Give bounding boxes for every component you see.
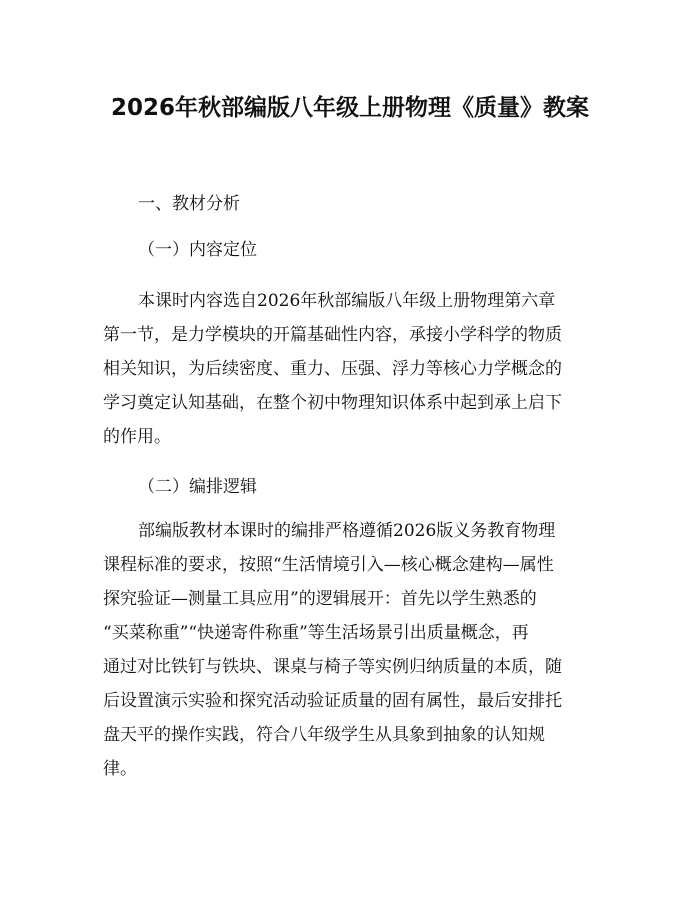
- paragraph-line: 盘天平的操作实践，符合八年级学生从具象到抽象的认知规: [103, 725, 545, 745]
- paragraph-content-positioning: [103, 284, 599, 454]
- subsection-heading-arrangement-logic: （二）编排逻辑: [138, 477, 257, 497]
- paragraph-line: 律。: [103, 759, 137, 779]
- paragraph-line: 探究验证—测量工具应用”的逻辑展开：首先以学生熟悉的: [103, 589, 537, 609]
- paragraph-line: 本课时内容选自2026年秋部编版八年级上册物理第六章: [138, 291, 556, 311]
- subsection-heading-content-positioning: （一）内容定位: [138, 240, 257, 260]
- paragraph-line: 部编版教材本课时的编排严格遵循2026版义务教育物理: [138, 521, 556, 541]
- paragraph-line: 后设置演示实验和探究活动验证质量的固有属性，最后安排托: [103, 691, 562, 711]
- document-title: 2026年秋部编版八年级上册物理《质量》教案: [110, 95, 589, 121]
- paragraph-line: 学习奠定认知基础，在整个初中物理知识体系中起到承上启下: [103, 393, 562, 413]
- paragraph-line: 的作用。: [103, 427, 171, 447]
- paragraph-line: “买菜称重”“快递寄件称重”等生活场景引出质量概念，再: [103, 623, 529, 643]
- paragraph-arrangement-logic: [103, 514, 599, 786]
- paragraph-line: 相关知识，为后续密度、重力、压强、浮力等核心力学概念的: [103, 359, 562, 379]
- paragraph-line: 第一节，是力学模块的开篇基础性内容，承接小学科学的物质: [103, 325, 562, 345]
- section-heading-textbook-analysis: 一、教材分析: [138, 194, 240, 214]
- paragraph-line: 通过对比铁钉与铁块、课桌与椅子等实例归纳质量的本质，随: [103, 657, 562, 677]
- paragraph-line: 课程标准的要求，按照“生活情境引入—核心概念建构—属性: [103, 555, 554, 575]
